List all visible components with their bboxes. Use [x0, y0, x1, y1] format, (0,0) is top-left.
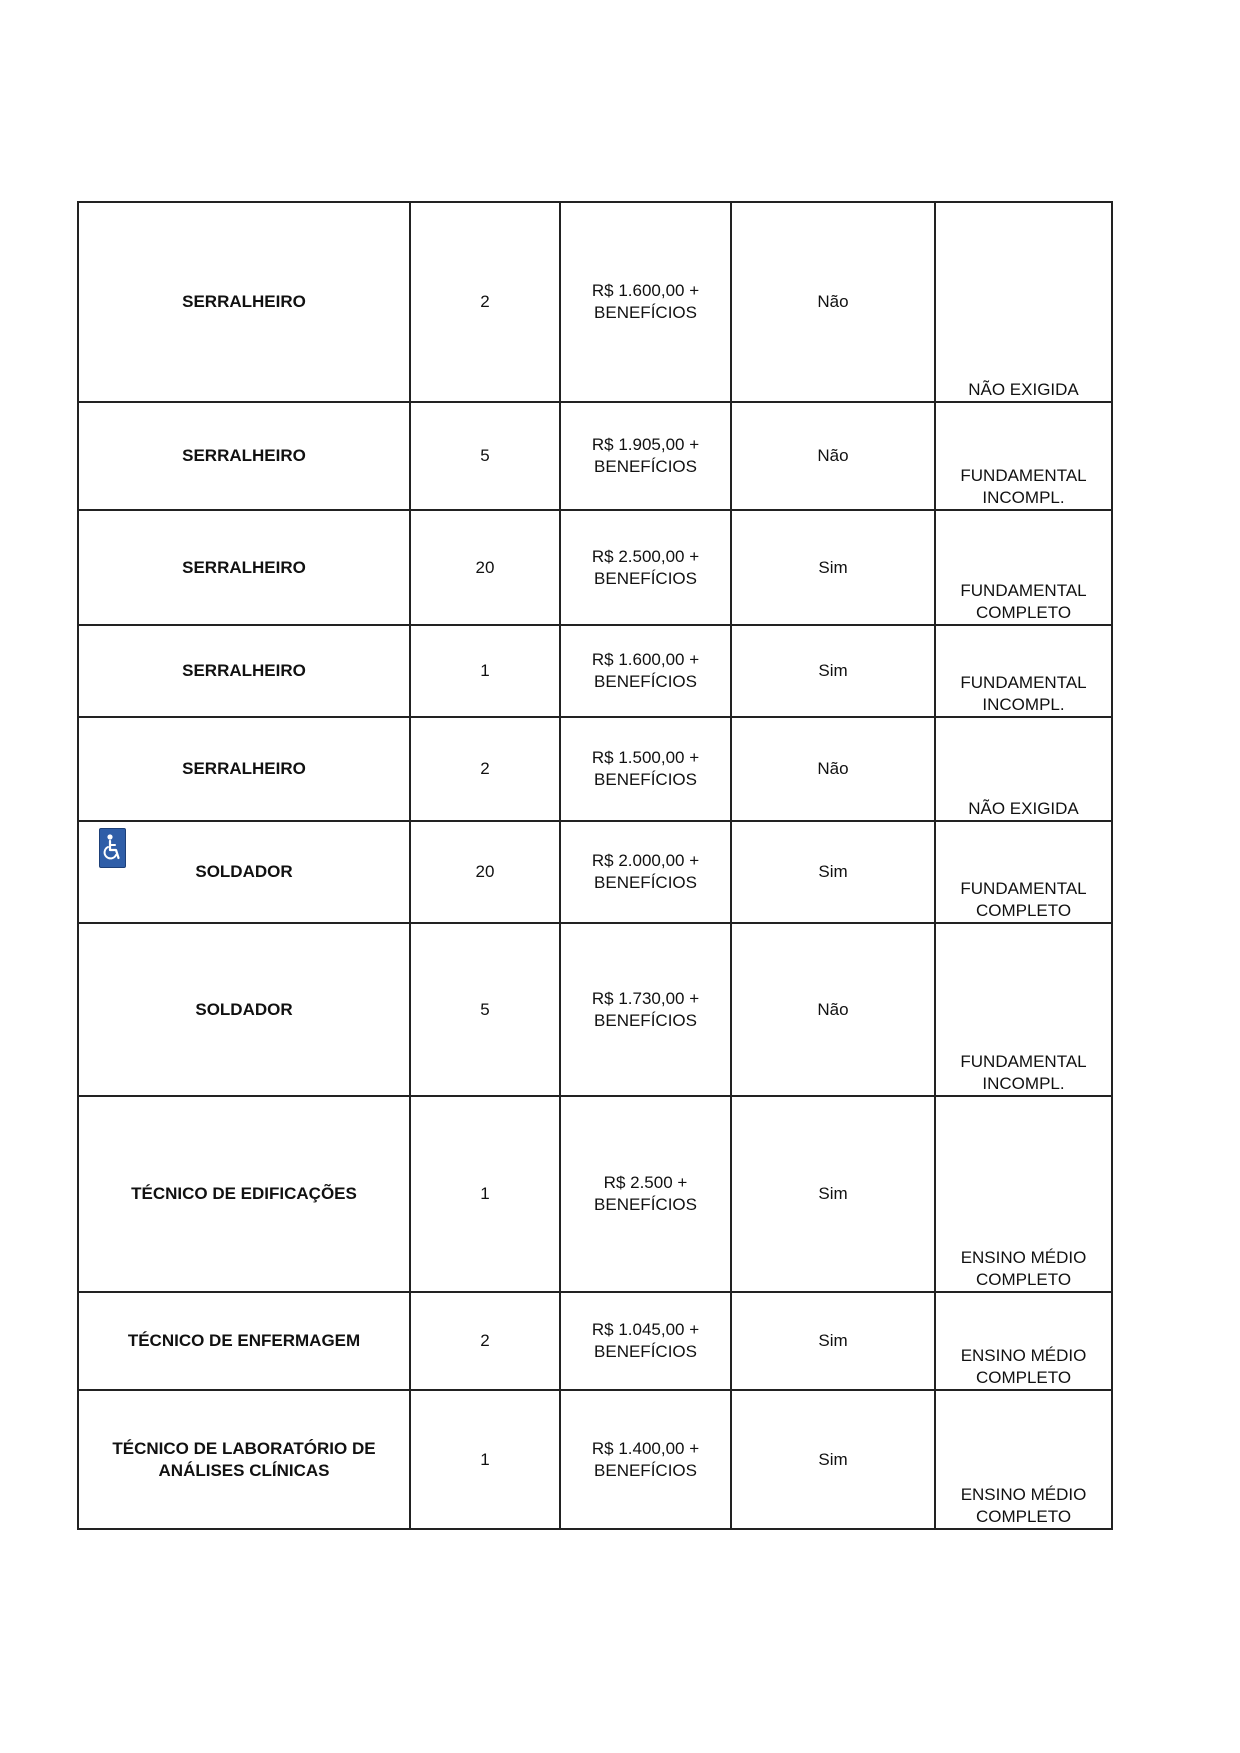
- experience-cell: Sim: [731, 1292, 935, 1390]
- wheelchair-icon: [99, 828, 126, 868]
- education-cell: [935, 1096, 1112, 1292]
- education-line: ENSINO MÉDIO: [960, 1248, 1087, 1267]
- role-cell: SERRALHEIRO: [78, 625, 410, 717]
- table-row: [78, 625, 1112, 717]
- salary-benefits: BENEFÍCIOS: [594, 672, 697, 691]
- salary-cell: [560, 821, 731, 923]
- education-line: COMPLETO: [975, 1270, 1072, 1289]
- role-cell: SOLDADOR: [78, 923, 410, 1096]
- quantity-cell: 2: [410, 202, 560, 402]
- role-cell: SERRALHEIRO: [78, 202, 410, 402]
- quantity-cell: 5: [410, 923, 560, 1096]
- education-cell: [935, 625, 1112, 717]
- education-line: ENSINO MÉDIO: [960, 1485, 1087, 1504]
- salary-amount: R$ 1.600,00 +: [591, 281, 700, 300]
- table-row: [78, 510, 1112, 625]
- salary-amount: R$ 1.045,00 +: [591, 1320, 700, 1339]
- salary-benefits: BENEFÍCIOS: [594, 770, 697, 789]
- salary-benefits: BENEFÍCIOS: [594, 1010, 697, 1030]
- table-row: [78, 821, 1112, 923]
- salary-amount: R$ 2.500,00 +: [591, 546, 700, 566]
- salary-cell: [560, 510, 731, 625]
- education-line: NÃO EXIGIDA: [968, 799, 1079, 818]
- experience-cell: Sim: [731, 1390, 935, 1529]
- education-line: COMPLETO: [975, 1368, 1072, 1387]
- table-row: [78, 1292, 1112, 1390]
- education-line: INCOMPL.: [982, 488, 1065, 507]
- education-line: FUNDAMENTAL: [960, 1052, 1087, 1071]
- quantity-cell: 1: [410, 1096, 560, 1292]
- salary-amount: R$ 1.500,00 +: [591, 748, 700, 767]
- role-cell: SERRALHEIRO: [78, 717, 410, 821]
- salary-amount: R$ 1.730,00 +: [591, 988, 700, 1008]
- education-cell: [935, 717, 1112, 821]
- quantity-cell: 20: [410, 510, 560, 625]
- education-cell: [935, 821, 1112, 923]
- experience-cell: Sim: [731, 625, 935, 717]
- job-openings-table: [77, 201, 1113, 1530]
- salary-cell: [560, 402, 731, 510]
- quantity-cell: 2: [410, 717, 560, 821]
- salary-cell: [560, 202, 731, 402]
- role-label: SOLDADOR: [195, 862, 293, 881]
- salary-cell: [560, 625, 731, 717]
- salary-benefits: BENEFÍCIOS: [594, 303, 697, 322]
- table-row: [78, 1096, 1112, 1292]
- education-cell: [935, 402, 1112, 510]
- table-row: [78, 923, 1112, 1096]
- experience-cell: Sim: [731, 510, 935, 625]
- education-line: INCOMPL.: [982, 1074, 1065, 1093]
- table-row: [78, 202, 1112, 402]
- salary-amount: R$ 1.905,00 +: [591, 435, 700, 454]
- table-row: [78, 717, 1112, 821]
- salary-benefits: BENEFÍCIOS: [594, 457, 697, 476]
- salary-benefits: BENEFÍCIOS: [594, 873, 697, 892]
- experience-cell: Sim: [731, 821, 935, 923]
- role-cell: TÉCNICO DE ENFERMAGEM: [78, 1292, 410, 1390]
- experience-cell: Sim: [731, 1096, 935, 1292]
- salary-amount: R$ 1.600,00 +: [591, 650, 700, 669]
- role-cell: SERRALHEIRO: [78, 402, 410, 510]
- education-cell: [935, 510, 1112, 625]
- salary-amount: R$ 2.500 +: [603, 1173, 688, 1192]
- role-cell: [78, 821, 410, 923]
- salary-benefits: BENEFÍCIOS: [594, 1460, 697, 1480]
- salary-benefits: BENEFÍCIOS: [594, 1342, 697, 1361]
- education-line: INCOMPL.: [982, 695, 1065, 714]
- salary-cell: [560, 1292, 731, 1390]
- education-cell: [935, 923, 1112, 1096]
- quantity-cell: 5: [410, 402, 560, 510]
- education-line: ENSINO MÉDIO: [960, 1346, 1087, 1365]
- salary-benefits: BENEFÍCIOS: [594, 1195, 697, 1214]
- education-cell: [935, 202, 1112, 402]
- quantity-cell: 1: [410, 625, 560, 717]
- education-line: FUNDAMENTAL: [960, 581, 1087, 600]
- education-line: FUNDAMENTAL: [960, 879, 1087, 898]
- experience-cell: Não: [731, 402, 935, 510]
- role-cell: TÉCNICO DE EDIFICAÇÕES: [78, 1096, 410, 1292]
- table-row: [78, 402, 1112, 510]
- salary-cell: [560, 923, 731, 1096]
- table-row: [78, 1390, 1112, 1529]
- role-cell: SERRALHEIRO: [78, 510, 410, 625]
- education-line: NÃO EXIGIDA: [968, 380, 1079, 399]
- salary-cell: [560, 1390, 731, 1529]
- salary-amount: R$ 1.400,00 +: [591, 1438, 700, 1458]
- experience-cell: Não: [731, 923, 935, 1096]
- salary-cell: [560, 1096, 731, 1292]
- education-cell: [935, 1390, 1112, 1529]
- quantity-cell: 2: [410, 1292, 560, 1390]
- education-line: COMPLETO: [975, 1507, 1072, 1526]
- education-line: COMPLETO: [975, 901, 1072, 920]
- education-line: FUNDAMENTAL: [960, 466, 1087, 485]
- experience-cell: Não: [731, 717, 935, 821]
- salary-amount: R$ 2.000,00 +: [591, 851, 700, 870]
- experience-cell: Não: [731, 202, 935, 402]
- education-line: FUNDAMENTAL: [960, 673, 1087, 692]
- education-cell: [935, 1292, 1112, 1390]
- salary-cell: [560, 717, 731, 821]
- role-cell: TÉCNICO DE LABORATÓRIO DE ANÁLISES CLÍNICAS: [78, 1390, 410, 1529]
- quantity-cell: 1: [410, 1390, 560, 1529]
- quantity-cell: 20: [410, 821, 560, 923]
- salary-benefits: BENEFÍCIOS: [594, 568, 697, 588]
- education-line: COMPLETO: [975, 603, 1072, 622]
